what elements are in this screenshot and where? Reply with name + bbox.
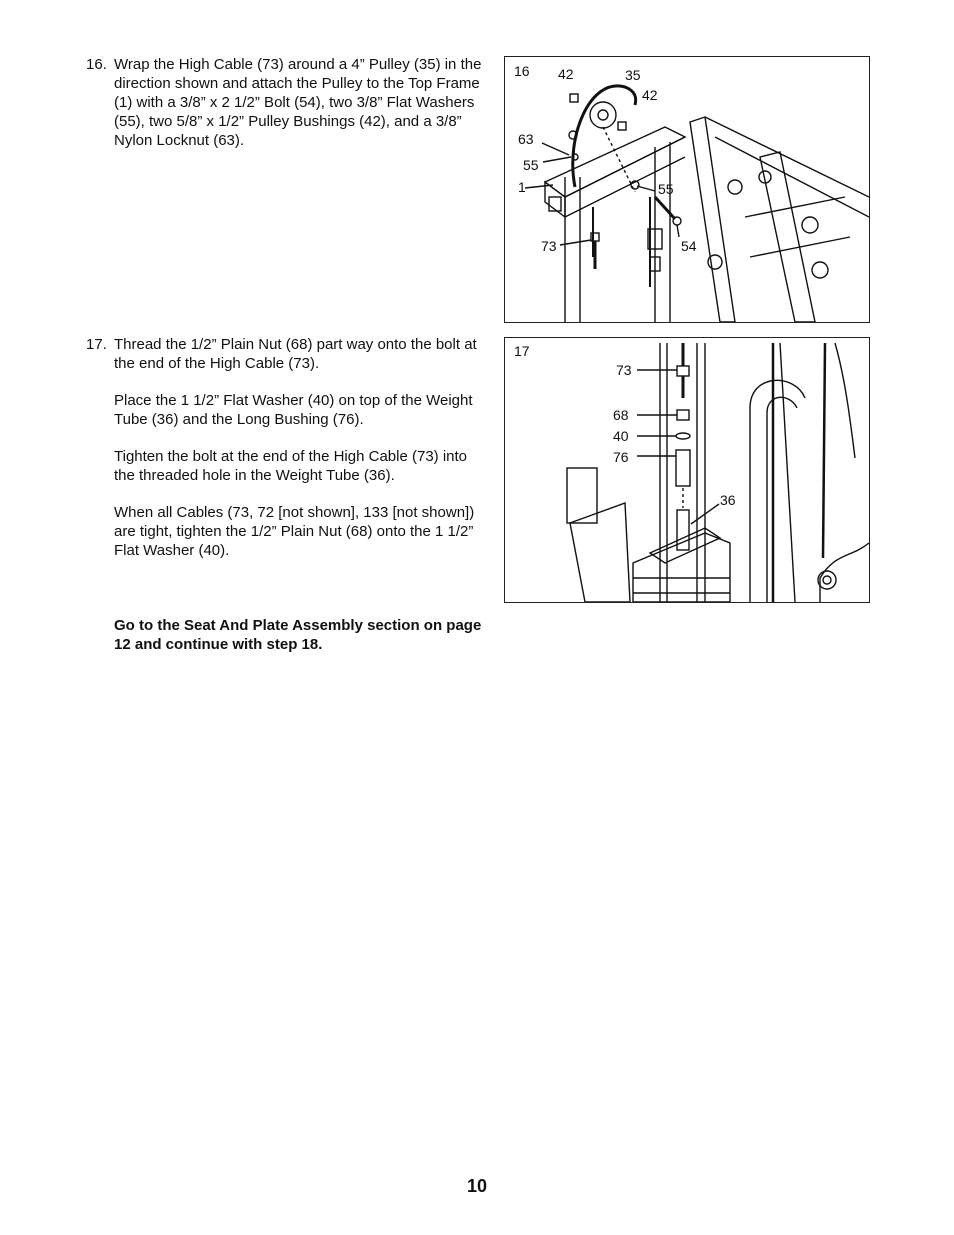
page-number: 10 [466,1176,488,1196]
step-text: Place the 1 1/2” Flat Washer (40) on top of the Weight Tube (36) and the Long Bushing (76). [114,392,473,428]
callout-35: 35 [625,67,641,83]
step-16 [86,55,491,168]
figure-17 [504,337,870,603]
step-text: Thread the 1/2” Plain Nut (68) part way onto the bolt at the end of the High Cable (73). [114,336,477,372]
callout-54: 54 [681,238,697,254]
callout-55: 55 [658,181,674,197]
figure-number: 16 [514,63,530,79]
step-text: Tighten the bolt at the end of the High Cable (73) into the threaded hole in the Weight Tube (36). [114,448,468,484]
step-number: 17. [86,336,107,353]
callout-36: 36 [720,492,736,508]
callout-73: 73 [616,362,632,378]
callout-76: 76 [613,449,629,465]
step-number: 16. [86,56,107,73]
continue-note: Go to the Seat And Plate Assembly section on page 12 and continue with step 18. [114,617,482,653]
figure-number: 17 [514,343,530,359]
callout-40: 40 [613,428,629,444]
figure-16-drawing [505,57,869,322]
callout-73: 73 [541,238,557,254]
step-text: Wrap the High Cable (73) around a 4” Pulley (35) in the direction shown and attach the Pulley to the Top Frame (1) with a 3/8” x 2 1/2” Bolt (54), two 3/8” Flat Washers (55), two 5/8” x 1/2” Pulley Bushings (42), and a 3/8” Nylon Locknut (63). [114,56,482,149]
callout-1: 1 [518,179,526,195]
step-17 [86,335,491,578]
figure-17-drawing [505,338,869,602]
callout-63: 63 [518,131,534,147]
callout-42: 42 [558,66,574,82]
step-text: When all Cables (73, 72 [not shown], 133 [not shown]) are tight, tighten the 1/2” Plain Nut (68) onto the 1 1/2” Flat Washer (40). [114,504,475,559]
callout-42: 42 [642,87,658,103]
callout-55: 55 [523,157,539,173]
callout-68: 68 [613,407,629,423]
figure-16 [504,56,870,323]
